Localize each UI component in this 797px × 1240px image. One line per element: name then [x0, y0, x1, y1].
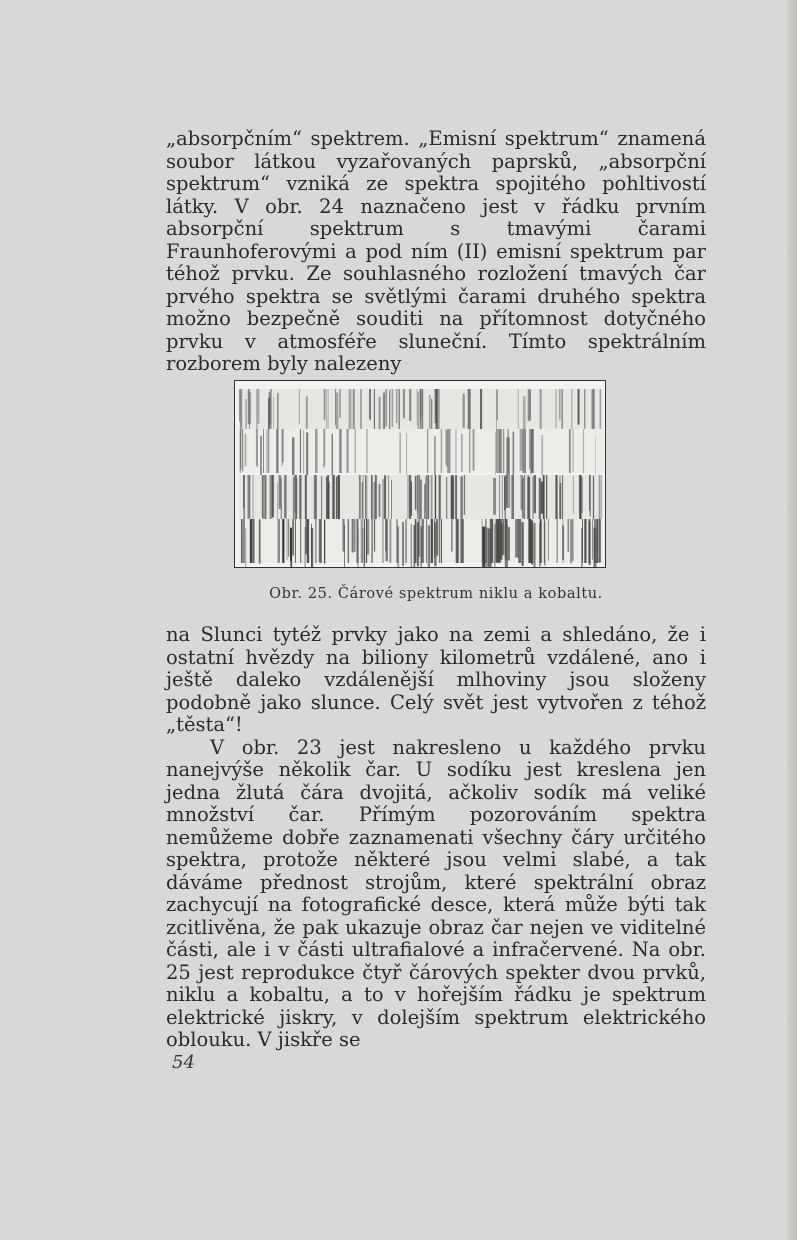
- spectral-line: [499, 429, 502, 473]
- spectral-line: [505, 524, 508, 568]
- spectral-line: [266, 429, 267, 473]
- spectral-line: [504, 477, 505, 511]
- spectral-line: [600, 389, 601, 429]
- spectral-line: [420, 480, 422, 523]
- spectral-line: [437, 389, 439, 429]
- spectral-line: [294, 475, 296, 513]
- spectral-line: [572, 389, 573, 429]
- spectral-line: [524, 475, 525, 519]
- spectral-line: [528, 519, 531, 563]
- spectral-line: [426, 519, 427, 563]
- spectral-line: [360, 389, 361, 429]
- spectral-line: [417, 522, 419, 566]
- spectral-line: [541, 435, 543, 476]
- spectral-line: [496, 429, 499, 473]
- spectral-line: [248, 389, 249, 424]
- spectral-line: [299, 475, 301, 519]
- spectral-line: [415, 476, 417, 510]
- spectral-line: [300, 519, 301, 563]
- spectral-line: [336, 476, 338, 520]
- spectral-line: [543, 475, 545, 519]
- spectral-line: [375, 475, 377, 519]
- spectral-line: [593, 476, 594, 520]
- spectral-line: [316, 429, 317, 473]
- spectral-line: [281, 478, 282, 522]
- spectral-line: [357, 528, 359, 568]
- spectral-line: [494, 524, 495, 568]
- spectral-line: [315, 429, 316, 473]
- spectral-line: [250, 392, 252, 423]
- spectral-line: [469, 389, 470, 429]
- spectral-line: [548, 519, 549, 561]
- spectral-line: [243, 519, 245, 563]
- spectral-line: [352, 519, 354, 553]
- spectral-line: [595, 435, 596, 479]
- spectral-line: [417, 389, 418, 425]
- spectral-line: [385, 389, 387, 426]
- spectral-line: [321, 476, 322, 520]
- spectral-line: [284, 475, 286, 518]
- spectral-line: [431, 475, 433, 519]
- spectral-line: [390, 519, 392, 563]
- spectral-line: [244, 475, 245, 519]
- spectral-line: [568, 519, 569, 552]
- spectral-line: [557, 519, 558, 563]
- spectral-line: [391, 480, 392, 524]
- spectral-line: [333, 475, 335, 519]
- spectral-line: [347, 429, 349, 473]
- spectral-line: [562, 389, 563, 429]
- spectral-line: [306, 432, 308, 476]
- spectral-line: [473, 429, 475, 471]
- page-number: 54: [172, 1052, 195, 1073]
- spectral-line: [541, 481, 543, 513]
- spectral-line: [480, 389, 482, 429]
- spectral-line: [559, 389, 561, 420]
- spectral-line: [446, 477, 447, 519]
- spectral-line: [461, 434, 462, 472]
- spectral-line: [246, 528, 247, 568]
- spectrum-image: [235, 381, 606, 568]
- spectrum-figure: [234, 380, 606, 568]
- spectral-line: [240, 429, 241, 469]
- spectral-line: [259, 520, 261, 564]
- spectral-line: [402, 522, 404, 566]
- spectral-line: [445, 429, 446, 465]
- spectral-line: [249, 475, 251, 518]
- spectral-line: [353, 389, 355, 429]
- spectral-line: [420, 389, 421, 420]
- spectral-line: [367, 519, 369, 554]
- spectral-line: [508, 527, 509, 560]
- spectral-line: [460, 476, 463, 520]
- spectral-line: [578, 389, 580, 425]
- spectral-line: [573, 475, 574, 513]
- spectral-line: [559, 476, 560, 520]
- spectral-line: [278, 519, 280, 563]
- spectral-line: [361, 519, 363, 563]
- spectral-line: [349, 389, 350, 429]
- spectral-line: [263, 429, 264, 473]
- spectral-line: [562, 475, 563, 519]
- spectral-line: [499, 475, 500, 519]
- spectral-line: [262, 475, 263, 518]
- top-paragraph: „absorpčním“ spektrem. „Emisní spektrum“ znamená soubor látkou vyzařovaných paprsků, „absorpční spektrum“ vzniká ze spektra spojitého pohltivostí látky. V obr. 24 naznačeno jest v řádku prvním absorpční spektrum s tmavými čarami Fraunhoferovými a pod ním (II) emisní spektrum par téhož prvku. Ze souhlasného rozložení tmavých čar prvého spektra se světlými čarami druhého spektra možno bezpečně souditi na přítomnost dotyčného prvku v atmosféře sluneční. Tímto spektrálním rozborem byly nalezeny: [166, 127, 706, 375]
- spectral-line: [326, 477, 328, 521]
- spectral-line: [469, 429, 470, 473]
- spectral-line: [371, 475, 373, 519]
- spectral-line: [540, 389, 542, 429]
- spectral-line: [555, 475, 557, 519]
- spectral-line: [502, 475, 503, 519]
- spectral-line: [501, 519, 502, 557]
- spectral-line: [426, 475, 427, 519]
- spectral-line: [240, 389, 242, 429]
- spectral-line: [422, 389, 423, 429]
- spectral-line: [256, 429, 258, 466]
- spectral-line: [362, 482, 363, 518]
- spectral-line: [389, 390, 390, 430]
- spectral-line: [326, 389, 327, 429]
- spectral-line: [407, 475, 408, 519]
- spectral-line: [569, 429, 571, 473]
- spectral-line: [539, 478, 541, 522]
- bottom-text-block: [166, 624, 706, 1052]
- spectral-line: [503, 429, 504, 473]
- spectral-line: [379, 484, 381, 517]
- spectral-line: [324, 389, 326, 420]
- spectral-line: [253, 475, 254, 519]
- spectral-line: [365, 475, 366, 519]
- spectral-line: [350, 389, 351, 429]
- spectral-line: [503, 519, 505, 555]
- spectral-line: [513, 432, 515, 476]
- spectral-line: [506, 475, 508, 508]
- spectral-line: [418, 391, 420, 431]
- spectral-line: [282, 519, 284, 563]
- spectral-line: [336, 393, 338, 433]
- spectral-line: [265, 475, 267, 519]
- spectral-line: [250, 519, 252, 563]
- spectral-line: [369, 389, 371, 420]
- spectral-line: [241, 519, 242, 563]
- spectral-line: [411, 481, 412, 516]
- spectral-line: [534, 475, 536, 513]
- spectral-line: [292, 519, 293, 556]
- spectral-line: [282, 429, 284, 462]
- spectral-line: [498, 519, 501, 562]
- spectral-line: [523, 396, 526, 431]
- spectral-line: [398, 526, 400, 568]
- spectral-line: [374, 389, 375, 429]
- spectral-line: [451, 519, 453, 552]
- spectral-line: [584, 519, 586, 563]
- spectral-line: [340, 389, 341, 418]
- spectral-line: [486, 528, 489, 568]
- spectral-line: [495, 432, 496, 476]
- spectral-line: [539, 523, 541, 567]
- spectral-line: [319, 519, 321, 562]
- spectral-line: [327, 475, 329, 519]
- spectral-line: [245, 434, 247, 467]
- spectral-line: [441, 519, 442, 563]
- spectral-line: [455, 475, 457, 519]
- spectral-line: [384, 394, 385, 434]
- spectral-line: [429, 395, 431, 435]
- spectral-line: [456, 429, 457, 473]
- spectral-line: [367, 429, 368, 473]
- spectral-line: [580, 475, 581, 519]
- spectral-line: [355, 429, 356, 473]
- spectral-line: [364, 519, 365, 563]
- spectral-line: [439, 475, 441, 519]
- spectral-line: [544, 522, 545, 566]
- spectral-line: [528, 475, 529, 513]
- spectral-line: [315, 519, 317, 563]
- spectral-line: [242, 429, 243, 471]
- spectral-line: [431, 519, 433, 563]
- spectral-line: [523, 429, 526, 473]
- spectral-line: [314, 475, 316, 519]
- spectral-line: [277, 393, 278, 431]
- spectral-line: [388, 475, 389, 519]
- spectral-line: [546, 475, 547, 519]
- spectral-line: [415, 519, 417, 563]
- spectral-line: [354, 519, 356, 552]
- spectral-line: [339, 429, 341, 473]
- spectral-line: [520, 429, 524, 471]
- spectral-line: [382, 519, 383, 563]
- spectral-line: [299, 389, 300, 424]
- spectral-line: [518, 519, 521, 563]
- spectral-line: [311, 524, 312, 568]
- spectral-line: [515, 519, 518, 558]
- spectral-line: [271, 475, 273, 517]
- spectral-line: [303, 430, 304, 474]
- spectral-line: [463, 394, 465, 428]
- spectral-line: [496, 390, 497, 430]
- spectral-line: [292, 437, 294, 476]
- spectral-line: [563, 519, 564, 563]
- spectral-line: [589, 521, 591, 565]
- spectral-line: [396, 389, 397, 423]
- spectral-line: [599, 475, 601, 519]
- spectral-line: [374, 519, 375, 552]
- spectral-line: [436, 519, 438, 555]
- spectral-line: [295, 519, 296, 563]
- spectral-line: [522, 479, 523, 518]
- spectral-line: [262, 475, 264, 519]
- spectral-line: [422, 519, 424, 563]
- spectral-line: [287, 519, 288, 560]
- spectral-line: [332, 475, 333, 519]
- spectral-line: [428, 475, 430, 519]
- spectral-line: [300, 429, 301, 473]
- spectral-line: [323, 429, 325, 467]
- spectral-line: [406, 433, 407, 477]
- paragraph-two: na Slunci tytéž prvky jako na zemi a shledáno, že i ostatní hvězdy na biliony kilometrů vzdálené, ano i ještě daleko vzdálenější mlhoviny jsou složeny podobně jako slunce. Celý svět jest vytvořen z téhož „těsta“!: [166, 623, 706, 736]
- spectral-line: [582, 519, 583, 563]
- spectral-line: [533, 476, 534, 520]
- spectral-line: [405, 519, 407, 563]
- spectral-line: [592, 519, 593, 560]
- spectral-line: [269, 392, 270, 428]
- spectral-line: [528, 389, 531, 421]
- spectral-line: [439, 519, 441, 563]
- spectral-line: [522, 522, 524, 566]
- spectral-line: [335, 389, 336, 426]
- spectral-line: [260, 436, 262, 480]
- spectral-line: [371, 519, 372, 563]
- spectral-line: [428, 525, 430, 568]
- spectral-line: [348, 519, 350, 563]
- spectral-line: [307, 519, 309, 563]
- spectral-line: [518, 389, 519, 429]
- spectral-line: [427, 429, 428, 473]
- spectral-line: [482, 527, 485, 568]
- spectral-line: [457, 519, 459, 563]
- spectral-line: [256, 389, 257, 429]
- spectral-line: [382, 479, 384, 523]
- spectral-line: [436, 389, 438, 429]
- spectral-line: [441, 429, 443, 473]
- spectral-line: [419, 475, 420, 519]
- spectral-line: [324, 520, 325, 564]
- spectral-line: [397, 519, 398, 563]
- spectral-line: [593, 389, 595, 429]
- paragraph-three: V obr. 23 jest nakresleno u každého prvku nanejvýše několik čar. U sodíku jest kreslena jen jedna žlutá čára dvojitá, ačkoliv sodík má veliké množství čar. Přímým pozorováním spektra nemůžeme dobře zaznamenati všechny čáry určitého spektra, protože některé jsou velmi slabé, a tak dáváme přednost strojům, které spektrální obraz zachycují na fotografické desce, která může býti tak zcitlivěna, že pak ukazuje obraz čar nejen ve viditelné části, ale i v části ultrafialové a infračervené. Na obr. 25 jest reprodukce čtyř čárových spekter dvou prvků, niklu a kobaltu, a to v hořejším řádku je spektrum elektrické jiskry, v dolejším spektrum elektrického oblouku. V jiskře se: [166, 735, 706, 1051]
- spectral-line: [594, 527, 596, 568]
- spectral-line: [572, 429, 573, 472]
- spectral-line: [434, 436, 436, 478]
- spectral-line: [464, 475, 465, 515]
- spectral-line: [447, 429, 450, 473]
- spectral-line: [271, 389, 272, 429]
- spectral-line: [403, 389, 405, 418]
- spectral-line: [421, 526, 422, 568]
- spectral-line: [409, 389, 411, 421]
- spectral-line: [252, 519, 254, 563]
- spectral-line: [268, 429, 270, 473]
- spectral-line: [332, 434, 333, 478]
- spectral-line: [290, 528, 292, 561]
- spectral-line: [490, 519, 493, 563]
- spectral-line: [270, 475, 272, 519]
- spectral-line: [392, 389, 394, 427]
- spectral-line: [531, 429, 534, 473]
- spectral-line: [601, 475, 602, 519]
- spectral-line: [599, 519, 601, 562]
- top-paragraph-block: [166, 128, 706, 376]
- spectral-line: [279, 475, 281, 509]
- spectral-line: [399, 389, 401, 429]
- spectral-line: [400, 433, 401, 474]
- spectral-line: [288, 519, 289, 557]
- spectral-line: [570, 519, 572, 563]
- spectral-line: [435, 475, 436, 519]
- spectral-line: [359, 475, 361, 519]
- page-edge: [787, 0, 797, 1240]
- spectral-line: [411, 524, 412, 568]
- spectral-line: [390, 389, 391, 429]
- spectral-line: [328, 389, 329, 429]
- spectral-line: [534, 523, 536, 567]
- spectral-line: [409, 475, 411, 519]
- spectral-line: [493, 478, 496, 515]
- spectral-line: [584, 389, 585, 429]
- spectral-line: [556, 389, 557, 429]
- spectral-line: [366, 519, 367, 563]
- spectral-line: [276, 429, 278, 473]
- spectral-line: [583, 429, 584, 473]
- spectral-line: [338, 475, 339, 519]
- spectral-line: [305, 475, 307, 519]
- spectral-line: [511, 475, 514, 519]
- spectral-line: [589, 475, 590, 511]
- spectral-line: [417, 475, 418, 514]
- spectral-line: [386, 519, 388, 561]
- spectral-line: [344, 525, 345, 568]
- spectral-line: [460, 519, 463, 563]
- spectral-line: [453, 477, 454, 521]
- spectral-line: [507, 429, 509, 473]
- figure-caption: Obr. 25. Čárové spektrum niklu a kobaltu.: [269, 586, 603, 602]
